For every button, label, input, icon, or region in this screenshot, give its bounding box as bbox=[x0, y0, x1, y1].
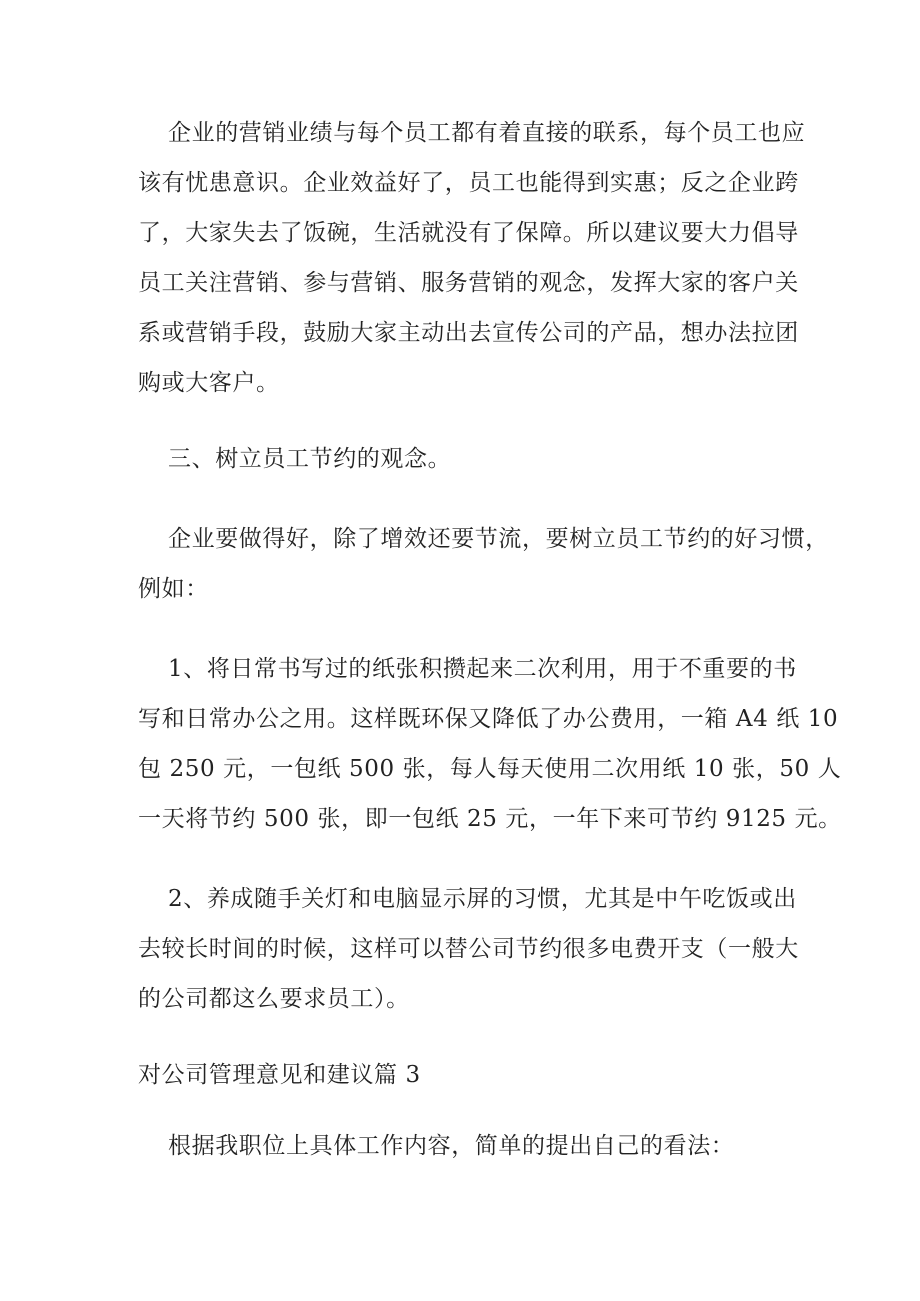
paragraph-line: 该有忧患意识。企业效益好了，员工也能得到实惠；反之企业跨 bbox=[138, 170, 799, 196]
list-item-line: 的公司都这么要求员工）。 bbox=[138, 986, 410, 1012]
paragraph-line: 例如： bbox=[138, 576, 209, 602]
list-item-line: 去较长时间的时候，这样可以替公司节约很多电费开支（一般大 bbox=[138, 936, 799, 962]
paragraph-line: 企业要做得好，除了增效还要节流，要树立员工节约的好习惯， bbox=[168, 526, 829, 552]
list-item-line: 一天将节约 500 张，即一包纸 25 元，一年下来可节约 9125 元。 bbox=[138, 806, 842, 832]
paragraph-line: 了，大家失去了饭碗，生活就没有了保障。所以建议要大力倡导 bbox=[138, 220, 799, 246]
paragraph-line: 购或大客户。 bbox=[138, 370, 280, 396]
list-item-line: 包 250 元，一包纸 500 张，每人每天使用二次用纸 10 张，50 人 bbox=[138, 756, 842, 782]
paragraph-line: 企业的营销业绩与每个员工都有着直接的联系，每个员工也应 bbox=[168, 120, 806, 146]
list-item-line: 1、将日常书写过的纸张积攒起来二次利用，用于不重要的书 bbox=[168, 656, 797, 682]
section-heading: 三、树立员工节约的观念。 bbox=[168, 446, 452, 472]
paragraph-line: 系或营销手段，鼓励大家主动出去宣传公司的产品，想办法拉团 bbox=[138, 320, 799, 346]
list-item-line: 写和日常办公之用。这样既环保又降低了办公费用，一箱 A4 纸 10 bbox=[138, 706, 839, 732]
list-item-line: 2、养成随手关灯和电脑显示屏的习惯，尤其是中午吃饭或出 bbox=[168, 886, 797, 912]
paragraph-line: 根据我职位上具体工作内容，简单的提出自己的看法： bbox=[168, 1133, 735, 1159]
paragraph-line: 员工关注营销、参与营销、服务营销的观念，发挥大家的客户关 bbox=[138, 270, 799, 296]
section-title: 对公司管理意见和建议篇 3 bbox=[138, 1062, 421, 1088]
